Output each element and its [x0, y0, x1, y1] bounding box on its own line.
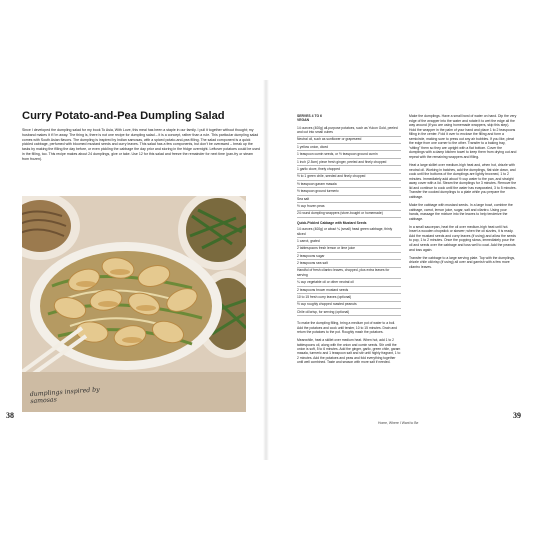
ingredient-item: ½ teaspoon garam masala: [297, 181, 401, 188]
ingredient-item: 1 inch (2.5cm) piece fresh ginger, peeled and finely chopped: [297, 159, 401, 166]
method-step: Transfer the cabbage to a large serving plate. Top with the dumplings, drizzle chile oil/crisp (if using) all over and garnish with a few more cilantro leaves.: [409, 255, 516, 269]
ingredient-item: 2 tablespoons fresh lemon or lime juice: [297, 246, 401, 253]
recipe-photo: [22, 196, 246, 412]
method-step: To make the dumpling filling, bring a medium pot of water to a boil. Add the potatoes and cook until tender, 10 to 15 minutes. Drain and return the potatoes to the pot. Roughly mash the potatoes.: [297, 321, 398, 335]
ingredient-item: 1 carrot, grated: [297, 238, 401, 245]
ingredient-item: 1 teaspoon cumin seeds, or ½ teaspoon ground cumin: [297, 151, 401, 158]
ingredient-item: ½ cup frozen peas: [297, 203, 401, 210]
ingredient-list: [297, 125, 401, 218]
dumpling-photo-illustration: [22, 196, 246, 412]
ingredients-column: [297, 114, 401, 368]
page-number-left: 38: [6, 411, 14, 420]
ingredient-item: Handful of fresh cilantro leaves, chopped, plus extra leaves for serving: [297, 268, 401, 280]
book-gutter: [263, 80, 269, 460]
ingredient-item: 2 teaspoons brown mustard seeds: [297, 287, 401, 294]
ingredient-item: 14 ounces (400g) or about ¼ (small) head green cabbage, thinly sliced: [297, 226, 401, 238]
method-step: In a small saucepan, heat the oil over medium-high heat until hot. Insert a wooden chopstick or skewer; when the oil sizzles, it is ready. Add the mustard seeds and curry leaves (if using) and allow the seeds to pop, 1 to 2 minutes. Once the popping slows, immediately pour the oil and seeds over the cabbage and toss well to coat. Add the peanuts and toss again.: [409, 224, 517, 252]
ingredient-item: 1 garlic clove, finely chopped: [297, 166, 401, 173]
ingredient-item: 2 teaspoons sugar: [297, 253, 401, 260]
method-steps-left: [297, 321, 401, 364]
ingredient-item: ½ to 1 green chile, seeded and finely chopped: [297, 174, 401, 181]
recipe-title: Curry Potato-and-Pea Dumpling Salad: [22, 110, 225, 122]
running-footer: Home, Where I Want to Be: [378, 421, 419, 425]
ingredient-item: ½ cup roughly chopped roasted peanuts: [297, 302, 401, 309]
ingredient-item: ½ teaspoon ground turmeric: [297, 188, 401, 195]
ingredient-item: ¼ cup vegetable oil or other neutral oil: [297, 279, 401, 286]
method-steps-right: [409, 114, 517, 273]
cabbage-ingredient-list: [297, 226, 401, 316]
method-step: Heat a large skillet over medium-high heat and, when hot, drizzle with neutral oil. Working in batches, add the dumplings, flat side down, and cook until the bottoms of the dumplings are lightly browned, 1 to 2 minutes. Immediately add about ½ cup water to the pan, and straight away cover with a lid. Steam the dumplings for 3 minutes. Remove the lid and continue to cook until the water has evaporated, 3 to 5 minutes. Transfer the cooked dumplings to a plate while you prepare the cabbage.: [409, 163, 517, 199]
ingredient-item: Sea salt: [297, 196, 401, 203]
cabbage-subheading: Quick-Pickled Cabbage with Mustard Seeds: [297, 220, 367, 225]
ingredient-item: 1 yellow onion, diced: [297, 144, 401, 151]
ingredient-item: 24 round dumpling wrappers (store-bought or homemade): [297, 211, 401, 218]
ingredient-item: 2 teaspoons sea salt: [297, 260, 401, 267]
ingredient-item: 14 ounces (400g) all-purpose potatoes, such as Yukon Gold, peeled and cut into small cubes: [297, 125, 401, 137]
recipe-intro: Since I developed the dumpling salad for my book To Asia, With Love, this meal has been a staple in our family. I pull it together without thought; my husband makes it if I’m away. The thing is, there is not one recipe for dumpling salad – it is a concept, rather than a rule. This particular dumpling salad comes with South Asian flavors. The dumpling is inspired by Indian samosas, with a spiced potato-and-pea filling. The salad component is a quick pickled cabbage, perfumed with bloomed mustard seeds and curry leaves. This salad has a few components, but don’t be overawed – break up the tasks by making the filling the day before, or even pickling the cabbage the day prior and storing in the fridge overnight. Leftover potatoes could be used in the filling, too. This recipe makes about 24 dumplings, give or take. Use 12 for this salad and freeze the remainder for next time (pan-fry or steam from frozen).: [22, 128, 260, 161]
ingredient-item: Chile oil/crisp, for serving (optional): [297, 309, 401, 316]
method-step: Make the dumplings. Have a small bowl of water on hand. Dip the very edge of the wrapper into the water and rotate it to wet the edge all the way around (if you are using homemade wrappers, skip this step). Hold the wrapper in the palm of your hand and place 1 to 2 teaspoons filling in the center. Fold it over to enclose the filling and form a semicircle, making sure to press out any air bubbles. If you like, pleat the edge from one corner to the other. Transfer to a baking tray, “sitting” them so they are upright with a flat bottom. Cover the dumplings with a damp kitchen towel to keep them from drying out and repeat with the remaining wrappers and filling.: [409, 114, 517, 159]
photo-caption-handwritten: dumplings inspired by samosas: [29, 386, 100, 406]
ingredient-item: 10 to 15 fresh curry leaves (optional): [297, 294, 401, 301]
page-number-right: 39: [513, 411, 521, 420]
method-step: Make the cabbage with mustard seeds. In a large bowl, combine the cabbage, carrot, lemon juice, sugar, salt and cilantro. Using your hands, massage the mixture into the leaves to help tenderize the cabbage.: [409, 203, 513, 221]
ingredient-item: Neutral oil, such as sunflower or grapeseed: [297, 137, 401, 144]
serves-label: SERVES 4 TO 6 VEGAN: [297, 114, 322, 123]
method-step: Meanwhile, heat a skillet over medium heat. When hot, add 1 to 2 tablespoons oil, along with the onion and cumin seeds. Stir until the onion is soft, 5 to 6 minutes. Add the ginger, garlic, green chile, garam masala, turmeric and 1 teaspoon salt and stir until highly fragrant, 1 to 2 minutes. Add the potatoes and peas and fold everything together until well combined. Taste and season with more salt if needed.: [297, 338, 401, 365]
